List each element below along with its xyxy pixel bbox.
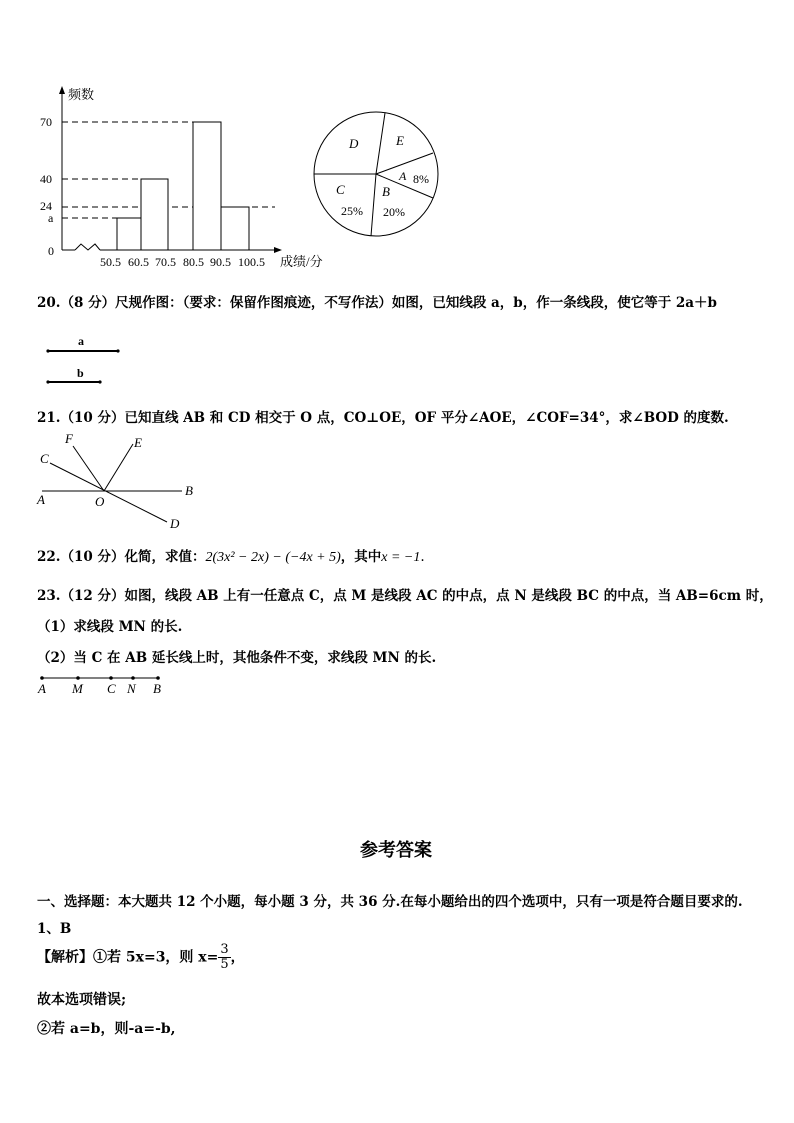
- q20-segments: [40, 332, 130, 387]
- question-20: [37, 291, 717, 311]
- label-f: F: [65, 431, 73, 446]
- question-21-text: 21.（10 分）已知直线 AB 和 CD 相交于 O 点，CO⊥OE，OF 平分∠AOE，∠COF=34°，求∠BOD 的度数.: [37, 410, 729, 426]
- question-23-part1: [37, 615, 182, 635]
- label-c: C: [40, 451, 49, 466]
- question-23: [37, 584, 773, 604]
- x-axis-title: 成绩/分: [280, 254, 323, 269]
- question-22: [37, 545, 425, 566]
- histogram-x-arrow: [274, 247, 282, 253]
- y-tick-a: a: [48, 211, 54, 225]
- point-n: [131, 676, 135, 680]
- pie-chart: [310, 110, 445, 242]
- question-22-expression: 2(3x² − 2x) − (−4x + 5): [205, 550, 341, 565]
- y-tick-70: 70: [40, 115, 52, 129]
- label-d: D: [170, 516, 180, 531]
- segment-a-label: a: [78, 334, 84, 348]
- answer-1-line2: [37, 989, 126, 1009]
- answer-1: [37, 917, 71, 937]
- analysis-suffix: ，: [230, 949, 245, 966]
- pie-label-d: D: [349, 136, 359, 151]
- pie-pct-b: 20%: [383, 205, 405, 219]
- pie-pct-c: 25%: [341, 204, 363, 218]
- question-23-part2-text: （2）当 C 在 AB 延长线上时，其他条件不变，求线段 MN 的长.: [37, 650, 437, 666]
- q23-figure: [35, 670, 170, 702]
- point-m: [76, 676, 80, 680]
- question-23-text: 23.（12 分）如图，线段 AB 上有一任意点 C，点 M 是线段 AC 的中点，点 N 是线段 BC 的中点，当 AB=6cm 时，: [37, 588, 773, 604]
- question-22-prefix: 22.（10 分）化简，求值：: [37, 549, 206, 565]
- answers-title: 参考答案: [360, 840, 432, 861]
- answer-1-analysis: [37, 943, 245, 972]
- question-21: [37, 406, 729, 426]
- segment-b-label: b: [77, 366, 84, 380]
- question-22-mid: ，其中: [340, 549, 382, 565]
- x-tick-90.5: 90.5: [210, 255, 231, 269]
- pie-label-c: C: [336, 182, 345, 197]
- q21-figure: [33, 428, 203, 533]
- y-tick-40: 40: [40, 172, 52, 186]
- x-tick-100.5: 100.5: [238, 255, 265, 269]
- label-n: N: [127, 681, 136, 696]
- fraction-numerator: 3: [220, 942, 229, 957]
- label-m: M: [72, 681, 83, 696]
- fraction-3-5: [218, 943, 230, 972]
- ray-of: [73, 446, 104, 491]
- answer-1-line3-text: ②若 a=b，则-a=-b,: [37, 1021, 176, 1037]
- histogram: [30, 80, 340, 275]
- pie-pct-a: 8%: [413, 172, 429, 186]
- label-a: A: [38, 681, 46, 696]
- histogram-axis-break: [75, 244, 100, 250]
- answers-section-1-text: 一、选择题：本大题共 12 个小题，每小题 3 分，共 36 分.在每小题给出的四个选项中，只有一项是符合题目要求的.: [37, 894, 743, 910]
- y-tick-0: 0: [48, 244, 54, 258]
- x-tick-50.5: 50.5: [100, 255, 121, 269]
- pie-label-a: A: [399, 169, 407, 183]
- fraction-denominator: 5: [220, 957, 229, 972]
- label-b: B: [185, 483, 193, 498]
- point-b: [156, 676, 160, 680]
- y-tick-24: 24: [40, 199, 52, 213]
- label-e: E: [134, 435, 142, 450]
- label-c: C: [107, 681, 116, 696]
- x-tick-70.5: 70.5: [155, 255, 176, 269]
- label-b: B: [153, 681, 161, 696]
- label-a: A: [37, 492, 45, 507]
- label-o: O: [95, 494, 105, 509]
- analysis-prefix: 【解析】①若 5x=3，则 x=: [37, 949, 219, 966]
- question-23-part2: [37, 646, 436, 666]
- answer-1-line3: [37, 1018, 176, 1038]
- line-cd: [50, 463, 167, 522]
- x-tick-60.5: 60.5: [128, 255, 149, 269]
- answers-section-1: [37, 890, 743, 910]
- question-23-part1-text: （1）求线段 MN 的长.: [37, 619, 183, 635]
- bar-60-70: [141, 179, 168, 250]
- point-c: [109, 676, 113, 680]
- y-axis-title: 频数: [68, 87, 95, 102]
- pie-label-b: B: [382, 184, 390, 199]
- question-20-text: 20.（8 分）尺规作图：（要求：保留作图痕迹，不写作法）如图，已知线段 a，b，作一条线段，使它等于 2a＋b: [37, 295, 717, 311]
- answer-1-text: 1、B: [37, 921, 72, 937]
- question-22-condition: x = −1: [381, 550, 421, 565]
- bar-80-90: [193, 122, 221, 250]
- point-a: [40, 676, 44, 680]
- question-22-suffix: .: [420, 549, 425, 565]
- ray-oe: [104, 444, 133, 491]
- answer-1-line2-text: 故本选项错误;: [37, 992, 127, 1008]
- bar-90-100: [221, 207, 249, 250]
- pie-label-e: E: [396, 133, 404, 148]
- histogram-y-arrow: [59, 86, 65, 94]
- bar-50-60: [117, 218, 141, 250]
- x-tick-80.5: 80.5: [183, 255, 204, 269]
